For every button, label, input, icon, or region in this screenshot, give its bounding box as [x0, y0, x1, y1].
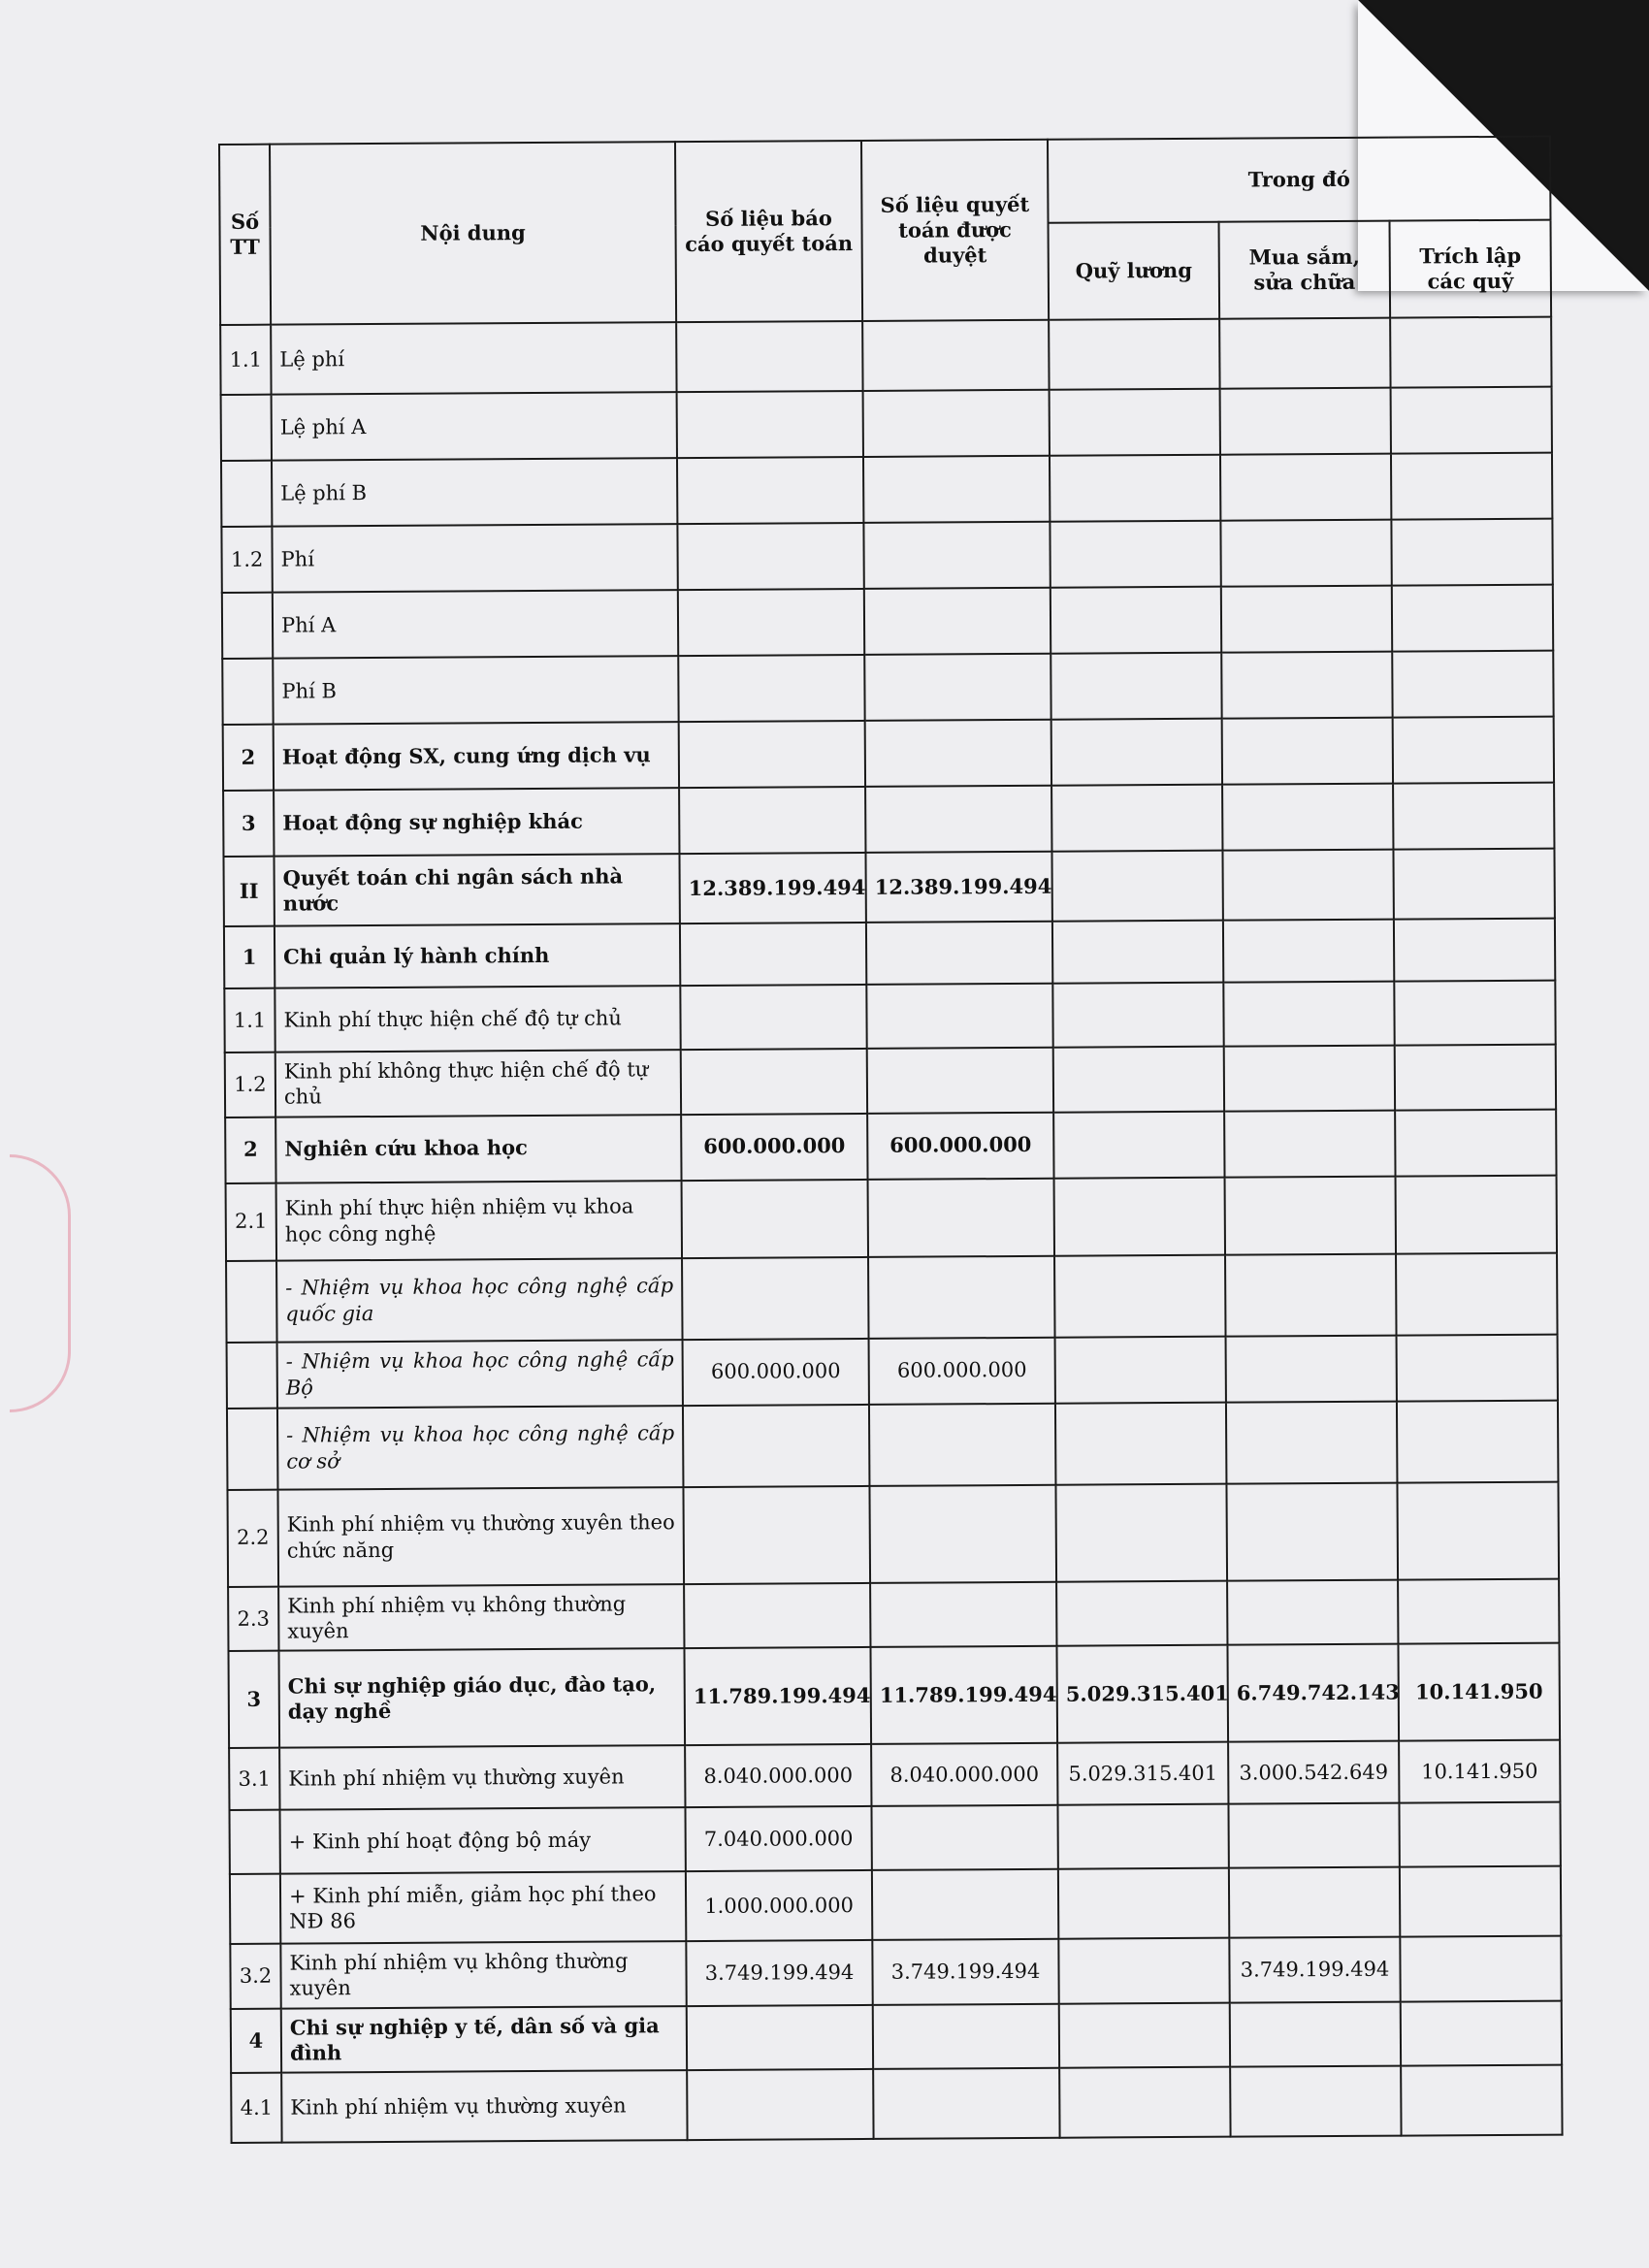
cell-approved [868, 1178, 1054, 1256]
cell-approved: 600.000.000 [867, 1112, 1053, 1179]
cell-content: Phí [272, 524, 677, 593]
cell-fund [1390, 317, 1551, 388]
cell-stt [222, 593, 273, 659]
header-duoc-duyet: Số liệu quyết toán được duyệt [861, 140, 1049, 321]
table-row [229, 1802, 1560, 1874]
cell-stt [221, 461, 272, 527]
cell-fund: 10.141.950 [1398, 1643, 1560, 1741]
cell-content: + Kinh phí hoạt động bộ máy [279, 1807, 685, 1874]
cell-content: Kinh phí thực hiện chế độ tự chủ [275, 986, 680, 1053]
cell-approved: 3.749.199.494 [872, 1939, 1058, 2005]
cell-procure [1221, 652, 1392, 719]
budget-settlement-table [218, 136, 1564, 2144]
cell-stt [222, 659, 273, 725]
cell-salary [1049, 319, 1219, 390]
cell-salary [1052, 983, 1223, 1048]
cell-stt [230, 1874, 280, 1944]
cell-content: - Nhiệm vụ khoa học công nghệ cấp cơ sở [277, 1406, 684, 1490]
cell-stt: 1.1 [220, 325, 271, 395]
cell-approved [870, 1581, 1056, 1647]
header-bao-cao: Số liệu báo cáo quyết toán [675, 141, 862, 322]
cell-procure [1226, 1401, 1398, 1483]
header-stt: Số TT [219, 145, 271, 325]
header-quy-luong: Quỹ lương [1049, 222, 1220, 320]
cell-content: + Kinh phí miễn, giảm học phí theo NĐ 86 [280, 1871, 686, 1944]
cell-fund [1393, 717, 1554, 784]
cell-fund [1401, 2000, 1562, 2066]
cell-content: Chi quản lý hành chính [275, 923, 680, 988]
cell-approved [869, 1484, 1056, 1582]
cell-procure [1220, 454, 1391, 521]
cell-stt: 2 [225, 1117, 275, 1183]
header-noi-dung: Nội dung [270, 142, 676, 325]
cell-report [683, 1404, 870, 1486]
cell-fund [1394, 919, 1555, 982]
cell-stt: 3 [228, 1651, 279, 1748]
cell-content: Kinh phí không thực hiện chế độ tự chủ [275, 1050, 681, 1117]
cell-approved [863, 456, 1050, 523]
cell-procure [1226, 1482, 1398, 1580]
cell-salary [1055, 1336, 1226, 1403]
table-row [227, 1334, 1558, 1408]
cell-stt [227, 1342, 277, 1408]
cell-procure [1227, 1579, 1398, 1645]
cell-approved [872, 1869, 1058, 1940]
cell-content: Phí B [273, 656, 678, 725]
cell-salary [1059, 2002, 1230, 2068]
table-row [223, 717, 1554, 791]
cell-approved [871, 1805, 1057, 1870]
cell-content: Chi sự nghiệp giáo dục, đào tạo, dạy nghề [278, 1648, 685, 1748]
table-row [230, 1866, 1561, 1944]
cell-stt: 4 [231, 2008, 281, 2073]
cell-approved [864, 654, 1051, 721]
cell-content: - Nhiệm vụ khoa học công nghệ cấp quốc gia [276, 1258, 683, 1343]
header-trich-lap: Trích lập các quỹ [1390, 220, 1552, 318]
cell-approved [863, 390, 1050, 457]
header-trong-do: Trong đó [1048, 137, 1551, 223]
cell-content: Kinh phí nhiệm vụ thường xuyên theo chức năng [277, 1487, 684, 1587]
cell-fund [1397, 1481, 1559, 1579]
table-row [228, 1578, 1559, 1651]
cell-fund [1392, 651, 1553, 718]
cell-stt [227, 1408, 278, 1489]
cell-fund [1395, 1045, 1556, 1111]
table-row [230, 1936, 1561, 2009]
cell-salary [1056, 1580, 1227, 1646]
cell-salary [1054, 1177, 1225, 1255]
cell-salary [1058, 1938, 1229, 2004]
cell-fund [1391, 453, 1552, 520]
table-row [226, 1175, 1557, 1260]
cell-fund [1396, 1175, 1558, 1253]
cell-stt: 1 [224, 926, 275, 988]
cell-stt: 2 [223, 725, 274, 791]
cell-procure [1222, 850, 1393, 921]
cell-report: 12.389.199.494 [679, 853, 865, 923]
cell-content: Kinh phí thực hiện nhiệm vụ khoa học công nghệ [276, 1181, 682, 1261]
red-stamp-edge [10, 1154, 71, 1412]
cell-content: Quyết toán chi ngân sách nhà nước [274, 854, 679, 926]
cell-report: 3.749.199.494 [686, 1940, 872, 2006]
cell-approved: 12.389.199.494 [865, 852, 1051, 923]
cell-procure [1223, 982, 1394, 1047]
cell-content: Lệ phí A [272, 392, 677, 461]
cell-salary [1051, 851, 1222, 922]
cell-report: 1.000.000.000 [686, 1870, 872, 1941]
cell-content: Lệ phí [271, 322, 676, 395]
cell-fund [1396, 1252, 1558, 1335]
cell-procure: 6.749.742.143 [1227, 1644, 1399, 1742]
cell-procure [1230, 2001, 1401, 2067]
table-row [231, 2000, 1562, 2073]
cell-approved [866, 922, 1052, 985]
cell-approved [865, 720, 1051, 787]
cell-stt: 1.2 [225, 1053, 275, 1118]
cell-report [678, 655, 864, 722]
cell-salary [1057, 1804, 1228, 1869]
cell-approved [869, 1403, 1056, 1485]
table-row [225, 1109, 1556, 1183]
cell-stt: 4.1 [231, 2073, 281, 2143]
cell-report [680, 923, 866, 986]
cell-report [679, 721, 865, 788]
cell-salary [1050, 521, 1220, 588]
cell-procure [1224, 1046, 1395, 1112]
cell-procure [1220, 388, 1391, 455]
cell-stt: 2.3 [228, 1586, 278, 1651]
cell-salary [1053, 1111, 1224, 1178]
cell-salary [1051, 587, 1221, 654]
cell-content: Kinh phí nhiệm vụ thường xuyên [279, 1745, 685, 1810]
cell-salary [1051, 719, 1222, 786]
cell-procure: 3.749.199.494 [1229, 1937, 1400, 2003]
cell-report [682, 1179, 868, 1257]
cell-report [683, 1485, 870, 1583]
table-row [227, 1400, 1559, 1489]
cell-procure [1228, 1803, 1399, 1868]
cell-procure [1222, 718, 1393, 785]
cell-fund [1393, 849, 1554, 920]
cell-report [681, 1049, 867, 1115]
cell-stt: 3.2 [230, 1944, 280, 2009]
cell-fund [1391, 519, 1552, 586]
budget-table-container [218, 136, 1562, 2144]
table-row [221, 519, 1552, 593]
cell-content: Hoạt động sự nghiệp khác [274, 788, 679, 857]
cell-content: Lệ phí B [272, 458, 677, 527]
cell-procure [1225, 1253, 1397, 1336]
cell-report [679, 787, 865, 854]
cell-report [677, 391, 863, 458]
cell-fund [1393, 783, 1554, 850]
cell-salary [1058, 1868, 1229, 1939]
table-row [220, 317, 1551, 395]
cell-stt [221, 395, 272, 461]
cell-report [684, 1582, 870, 1648]
cell-report: 8.040.000.000 [685, 1744, 871, 1807]
cell-content: Chi sự nghiệp y tế, dân số và gia đình [281, 2006, 687, 2073]
cell-stt: 1.2 [221, 527, 272, 593]
cell-fund [1392, 585, 1553, 652]
cell-content: - Nhiệm vụ khoa học công nghệ cấp Bộ [277, 1340, 683, 1409]
cell-procure [1222, 784, 1393, 851]
cell-approved: 8.040.000.000 [871, 1743, 1057, 1806]
cell-salary [1051, 785, 1222, 852]
table-row [223, 783, 1554, 857]
cell-report [677, 457, 863, 524]
cell-fund [1398, 1578, 1559, 1644]
cell-salary [1052, 921, 1223, 984]
table-row [223, 849, 1554, 926]
cell-report [682, 1256, 869, 1339]
table-row [229, 1740, 1560, 1810]
cell-salary: 5.029.315.401 [1057, 1742, 1228, 1805]
cell-approved [873, 2068, 1059, 2139]
cell-fund [1397, 1400, 1559, 1482]
cell-salary [1055, 1483, 1227, 1581]
cell-salary [1051, 653, 1221, 720]
cell-fund: 10.141.950 [1399, 1740, 1560, 1803]
cell-approved [862, 320, 1049, 391]
header-mua-sam: Mua sắm, sửa chữa [1219, 221, 1391, 319]
cell-stt [229, 1810, 279, 1874]
cell-report [680, 985, 866, 1050]
table-row [224, 981, 1555, 1053]
cell-salary [1050, 389, 1220, 456]
cell-stt: 2.1 [226, 1183, 276, 1260]
cell-fund [1400, 1936, 1561, 2002]
cell-procure [1219, 318, 1390, 389]
cell-report [676, 321, 862, 392]
table-row [224, 919, 1555, 988]
cell-approved [873, 2003, 1059, 2069]
cell-content: Kinh phí nhiệm vụ thường xuyên [281, 2070, 687, 2143]
cell-content: Kinh phí nhiệm vụ không thường xuyên [278, 1584, 684, 1651]
table-row [228, 1643, 1560, 1748]
cell-stt: 3 [223, 791, 274, 857]
cell-procure [1229, 1867, 1400, 1938]
cell-report: 11.789.199.494 [684, 1647, 871, 1745]
table-body [220, 317, 1562, 2143]
table-row [226, 1252, 1558, 1342]
cell-procure [1224, 1110, 1395, 1177]
cell-approved [863, 522, 1050, 589]
cell-stt: 1.1 [224, 988, 275, 1053]
cell-salary [1055, 1402, 1227, 1484]
cell-procure [1226, 1335, 1397, 1402]
cell-stt: 2.2 [227, 1489, 278, 1586]
cell-approved [867, 1048, 1053, 1114]
cell-approved [866, 984, 1052, 1049]
cell-content: Hoạt động SX, cung ứng dịch vụ [274, 722, 679, 791]
cell-procure [1230, 2066, 1401, 2137]
cell-stt: II [223, 857, 274, 926]
table-row [221, 453, 1552, 527]
cell-fund [1394, 981, 1555, 1046]
cell-report [687, 2004, 873, 2070]
cell-salary: 5.029.315.401 [1056, 1645, 1228, 1743]
cell-salary [1054, 1254, 1226, 1337]
cell-report: 600.000.000 [681, 1113, 867, 1180]
cell-report [678, 589, 864, 656]
cell-fund [1399, 1802, 1560, 1867]
cell-approved [864, 588, 1051, 655]
cell-report: 600.000.000 [683, 1338, 869, 1405]
cell-report [687, 2069, 873, 2140]
table-row [222, 651, 1553, 725]
cell-fund [1397, 1334, 1558, 1401]
cell-procure [1221, 586, 1392, 653]
cell-approved: 11.789.199.494 [870, 1646, 1057, 1744]
cell-procure [1223, 920, 1394, 983]
cell-report: 7.040.000.000 [685, 1806, 871, 1871]
cell-content: Nghiên cứu khoa học [275, 1115, 681, 1183]
cell-approved [868, 1255, 1055, 1338]
cell-stt: 3.1 [229, 1748, 279, 1810]
cell-content: Phí A [273, 590, 678, 659]
cell-fund [1395, 1109, 1556, 1176]
cell-fund [1391, 387, 1552, 454]
cell-content: Kinh phí nhiệm vụ không thường xuyên [280, 1941, 686, 2008]
cell-salary [1059, 2067, 1230, 2138]
cell-fund [1400, 1866, 1561, 1937]
table-row [222, 585, 1553, 659]
table-row [227, 1481, 1559, 1586]
cell-procure: 3.000.542.649 [1228, 1741, 1399, 1804]
cell-salary [1053, 1047, 1224, 1113]
table-row [221, 387, 1552, 461]
cell-salary [1050, 455, 1220, 522]
table-row [231, 2065, 1562, 2143]
cell-approved [865, 786, 1051, 853]
cell-approved: 600.000.000 [869, 1337, 1055, 1404]
cell-fund [1401, 2065, 1562, 2136]
cell-stt [226, 1260, 277, 1342]
cell-procure [1220, 520, 1391, 587]
cell-report [677, 523, 863, 590]
cell-procure [1225, 1176, 1396, 1254]
table-row [225, 1045, 1556, 1118]
